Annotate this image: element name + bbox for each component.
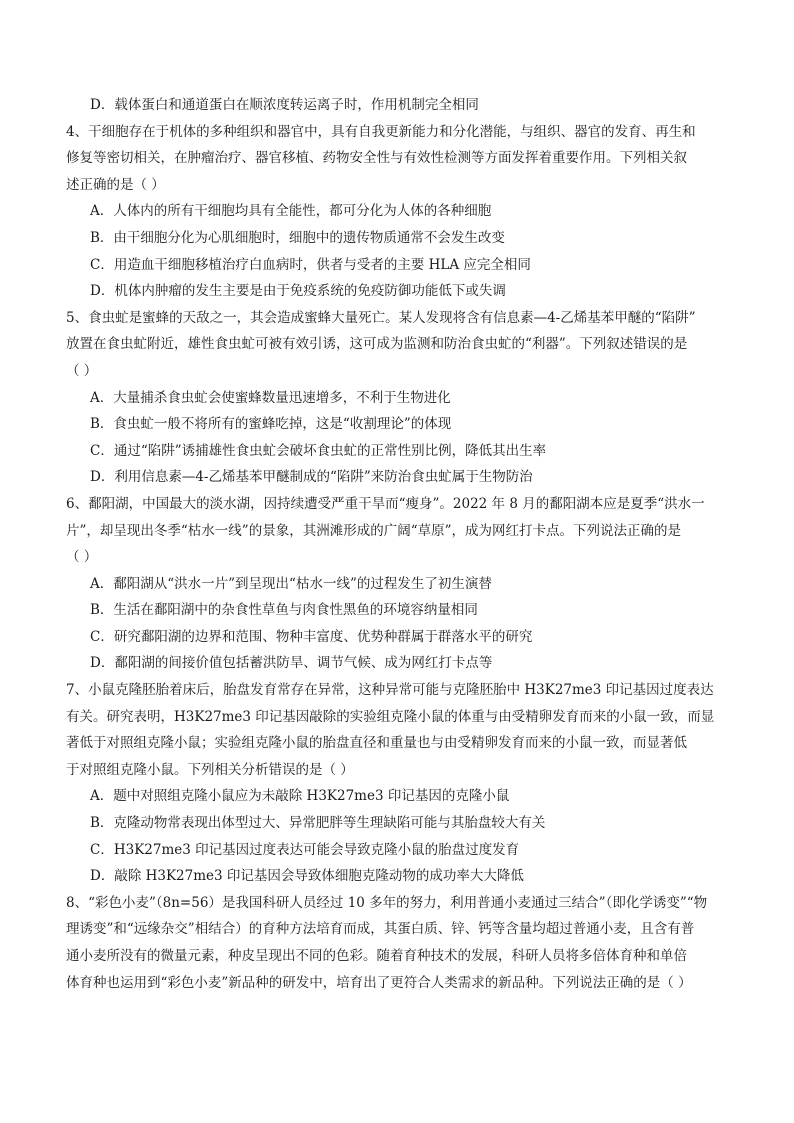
q6-option-c: C．研究鄱阳湖的边界和范围、物种丰富度、优势种群属于群落水平的研究 (90, 628, 533, 645)
q6-stem-line-1: 6、鄱阳湖，中国最大的淡水湖，因持续遭受严重干旱而“瘦身”。2022 年 8 月的鄱阳湖本应是夏季“洪水一 (66, 495, 705, 512)
q6-option-d: D．鄱阳湖的间接价值包括蓄洪防旱、调节气候、成为网红打卡点等 (90, 655, 493, 672)
q7-stem-line-4: 于对照组克隆小鼠。下列相关分析错误的是（ ） (66, 761, 354, 778)
q4-option-c: C．用造血干细胞移植治疗白血病时，供者与受者的主要 HLA 应完全相同 (90, 256, 531, 273)
q7-option-d: D．敲除 H3K27me3 印记基因会导致体细胞克隆动物的成功率大大降低 (90, 868, 524, 885)
question-8 (66, 890, 728, 996)
q5-option-d: D．利用信息素—4-乙烯基苯甲醚制成的“陷阱”来防治食虫虻属于生物防治 (90, 469, 533, 486)
q7-option-c: C．H3K27me3 印记基因过度表达可能会导致克隆小鼠的胎盘过度发育 (90, 841, 520, 858)
q7-stem-line-3: 著低于对照组克隆小鼠；实验组克隆小鼠的胎盘直径和重量也与由受精卵发育而来的小鼠一致，而显著低 (66, 735, 687, 752)
q3-option-d: D．载体蛋白和通道蛋白在顺浓度转运离子时，作用机制完全相同 (90, 97, 479, 113)
q4-stem-line-1: 4、干细胞存在于机体的多种组织和器官中，具有自我更新能力和分化潜能，与组织、器官的发育、再生和 (66, 123, 696, 140)
q8-stem-line-1: 8、“彩色小麦”（8n=56）是我国科研人员经过 10 多年的努力，利用普通小麦通过三结合”（即化学诱变”“物 (66, 894, 708, 911)
q6-stem-line-3: （ ） (66, 549, 98, 566)
q4-option-b: B．由干细胞分化为心肌细胞时，细胞中的遗传物质通常不会发生改变 (90, 229, 505, 246)
q7-stem-line-2: 有关。研究表明，H3K27me3 印记基因敲除的实验组克隆小鼠的体重与由受精卵发育而来的小鼠一致，而显 (66, 708, 715, 725)
q4-stem-line-2: 修复等密切相关，在肿瘤治疗、器官移植、药物安全性与有效性检测等方面发挥着重要作用。下列相关叙 (66, 150, 687, 167)
question-4 (66, 119, 728, 305)
q4-option-a: A．人体内的所有干细胞均具有全能性，都可分化为人体的各种细胞 (90, 203, 492, 220)
q6-option-b: B．生活在鄱阳湖中的杂食性草鱼与肉食性黑鱼的环境容纳量相同 (90, 602, 478, 619)
q5-option-c: C．通过“陷阱”诱捕雄性食虫虻会破坏食虫虻的正常性别比例，降低其出生率 (90, 442, 547, 459)
question-5 (66, 305, 728, 491)
question-7 (66, 677, 728, 890)
q5-stem-line-3: （ ） (66, 362, 98, 379)
q5-stem-line-1: 5、食虫虻是蜜蜂的天敌之一，其会造成蜜蜂大量死亡。某人发现将含有信息素—4-乙烯基苯甲醚的“陷阱” (66, 309, 696, 326)
q5-stem-line-2: 放置在食虫虻附近，雄性食虫虻可被有效引诱，这可成为监测和防治食虫虻的“利器”。下列叙述错误的是 (66, 336, 688, 353)
document-page (66, 92, 728, 996)
q5-option-a: A．大量捕杀食虫虻会使蜜蜂数量迅速增多，不利于生物进化 (90, 389, 451, 406)
q7-stem-line-1: 7、小鼠克隆胚胎着床后，胎盘发育常存在异常，这种异常可能与克隆胚胎中 H3K27me3 印记基因过度表达 (66, 682, 714, 699)
q6-option-a: A．鄱阳湖从“洪水一片”到呈现出“枯水一线”的过程发生了初生演替 (90, 575, 492, 592)
question-6 (66, 491, 728, 677)
q5-option-b: B．食虫虻一般不将所有的蜜蜂吃掉，这是“收割理论”的体现 (90, 416, 452, 433)
q4-stem-line-3: 述正确的是（ ） (66, 176, 165, 193)
q7-option-a: A．题中对照组克隆小鼠应为未敲除 H3K27me3 印记基因的克隆小鼠 (90, 788, 510, 805)
q8-stem-line-4: 体育种也运用到“彩色小麦”新品种的研发中，培育出了更符合人类需求的新品种。下列说法正确的是（ ） (66, 974, 692, 991)
q4-option-d: D．机体内肿瘤的发生主要是由于免疫系统的免疫防御功能低下或失调 (90, 283, 506, 300)
q7-option-b: B．克隆动物常表现出体型过大、异常肥胖等生理缺陷可能与其胎盘较大有关 (90, 815, 546, 832)
q8-stem-line-2: 理诱变”和“远缘杂交”相结合）的育种方法培育而成，其蛋白质、锌、钙等含量均超过普通小麦，且含有普 (66, 921, 695, 938)
q8-stem-line-3: 通小麦所没有的微量元素，种皮呈现出不同的色彩。随着育种技术的发展，科研人员将多倍体育种和单倍 (66, 948, 687, 964)
q6-stem-line-2: 片”，却呈现出冬季“枯水一线”的景象，其洲滩形成的广阔“草原”，成为网红打卡点。下列说法正确的是 (66, 522, 682, 539)
